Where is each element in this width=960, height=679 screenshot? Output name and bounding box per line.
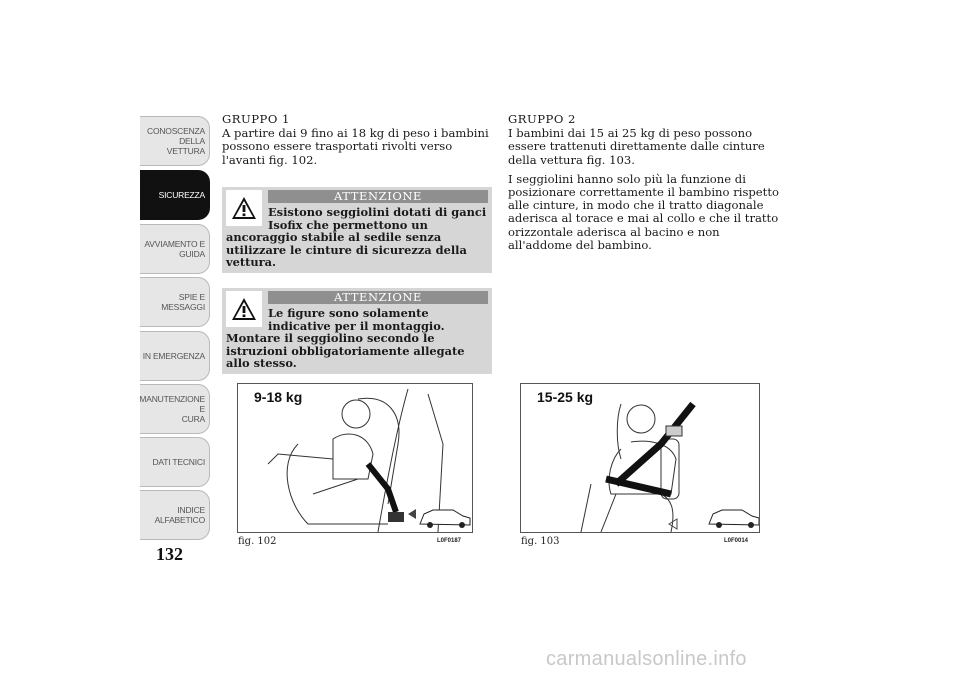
paragraph: A partire dai 9 fino ai 18 kg di peso i bambini possono essere trasportati rivolti verso l'avanti fig. 102. <box>222 126 489 167</box>
car-icon <box>709 510 759 528</box>
figure-code: L0F0014 <box>724 538 749 544</box>
car-icon <box>420 510 470 528</box>
section-heading-gruppo-1: GRUPPO 1 <box>222 112 290 126</box>
booster-seat-illustration <box>521 384 760 533</box>
warning-title: ATTENZIONE <box>268 190 488 203</box>
tab-dati-tecnici[interactable]: DATI TECNICI <box>140 437 210 487</box>
warning-text: Esistono seggiolini dotati di ganci Isofix che permettono un ancoraggio stabile al sedile senza utilizzare le cinture di sicurezza della vettura. <box>226 205 487 270</box>
figure-caption: fig. 102 <box>238 536 277 547</box>
warning-text: Le figure sono solamente indicative per il montaggio. Montare il seggiolino secondo le istruzioni obbligatoriamente allegate allo stesso. <box>226 306 465 371</box>
paragraph: I bambini dai 15 ai 25 kg di peso possono essere trattenuti direttamente dalle cinture della vettura fig. 103. <box>508 126 765 167</box>
right-column <box>508 113 780 258</box>
page-number: 132 <box>156 544 183 564</box>
section-heading-gruppo-2: GRUPPO 2 <box>508 112 576 126</box>
tab-conoscenza-della-vettura[interactable]: CONOSCENZA DELLA VETTURA <box>140 116 210 166</box>
left-column <box>222 113 494 173</box>
warning-box <box>222 288 492 374</box>
tab-in-emergenza[interactable]: IN EMERGENZA <box>140 331 210 381</box>
tab-indice-alfabetico[interactable]: INDICE ALFABETICO <box>140 490 210 540</box>
paragraph: I seggiolini hanno solo più la funzione di posizionare correttamente il bambino rispetto alle cinture, in modo che il tratto diagonale aderisca al torace e mai al collo e che il tratto orizzontale aderisca al bacino e non all'addome del bambino. <box>508 171 779 252</box>
warning-triangle-icon <box>226 291 262 327</box>
tab-avviamento-e-guida[interactable]: AVVIAMENTO E GUIDA <box>140 224 210 274</box>
tab-sicurezza[interactable]: SICUREZZA <box>140 170 210 220</box>
figure-weight-label: 15-25 kg <box>537 389 594 405</box>
figure-code: L0F0187 <box>437 538 462 544</box>
tab-manutenzione-e-cura[interactable]: MANUTENZIONE E CURA <box>140 384 210 434</box>
figure-child-seat-forward <box>237 383 473 533</box>
watermark: carmanualsonline.info <box>546 648 747 670</box>
warning-title: ATTENZIONE <box>268 291 488 304</box>
warning-triangle-icon <box>226 190 262 226</box>
figure-child-seat-booster <box>520 383 760 533</box>
child-seat-illustration <box>238 384 473 533</box>
figure-weight-label: 9-18 kg <box>254 389 303 405</box>
tab-spie-e-messaggi[interactable]: SPIE E MESSAGGI <box>140 277 210 327</box>
warning-box <box>222 187 492 273</box>
figure-caption: fig. 103 <box>521 536 560 547</box>
